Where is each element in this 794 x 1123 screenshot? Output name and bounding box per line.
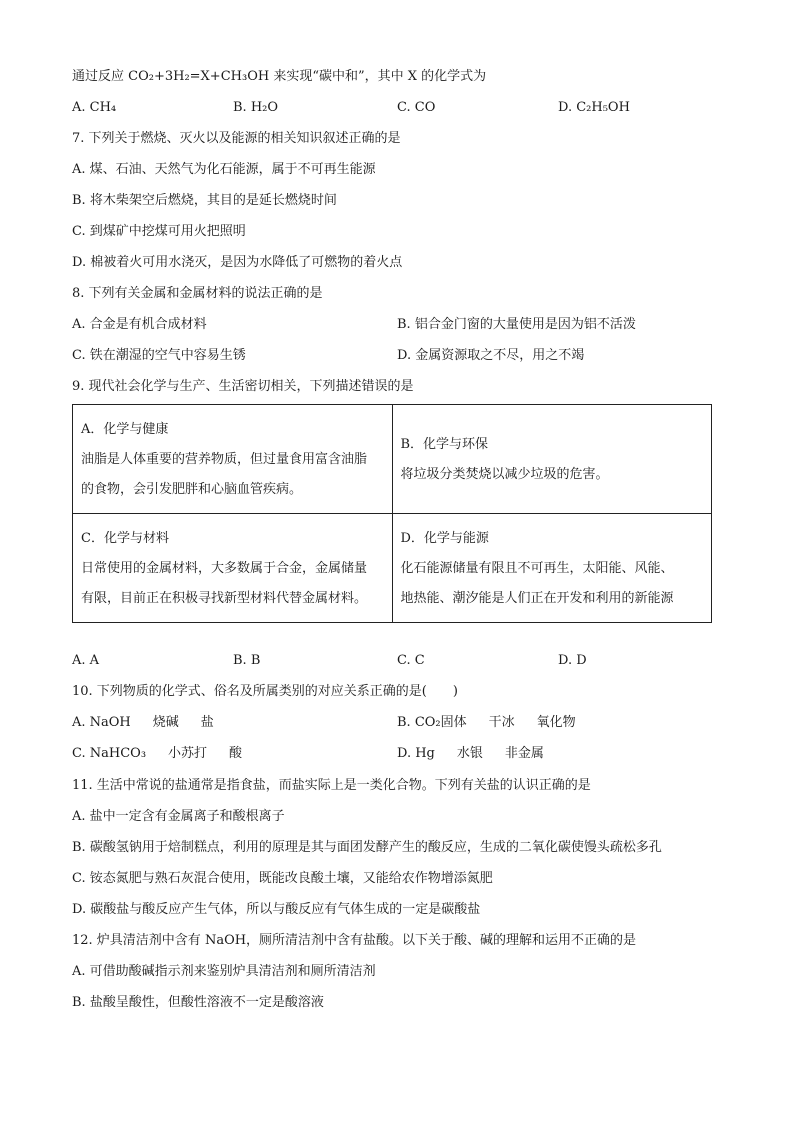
q6-option-a: A. CH₄ [72, 100, 117, 115]
q10-a-category: 盐 [200, 715, 214, 730]
question-10-stem: 10. 下列物质的化学式、俗名及所属类别的对应关系正确的是( ) [72, 684, 458, 699]
q7-option-d: D. 棉被着火可用水浇灭，是因为水降低了可燃物的着火点 [72, 255, 403, 270]
q10-c-common-name: 小苏打 [168, 746, 208, 761]
q9-cell-a-line-1: 油脂是人体重要的营养物质，但过量食用富含油脂 [81, 452, 368, 467]
q9-option-a: A. A [72, 653, 100, 668]
q8-option-b: B. 铝合金门窗的大量使用是因为铝不活泼 [397, 317, 636, 332]
q10-a-common-name: 烧碱 [152, 715, 179, 730]
q10-option-d [397, 744, 544, 764]
q9-cell-b-line-1: 将垃圾分类焚烧以减少垃圾的危害。 [400, 467, 609, 482]
question-9-stem: 9. 现代社会化学与生产、生活密切相关，下列描述错误的是 [72, 379, 414, 394]
q9-cell-d-line-2: 地热能、潮汐能是人们正在开发和利用的新能源 [400, 591, 674, 606]
q9-cell-b-title: B．化学与环保 [400, 437, 489, 452]
question-6-stem: 通过反应 CO₂+3H₂=X+CH₃OH 来实现“碳中和”，其中 X 的化学式为 [72, 69, 487, 84]
q9-cell-a-line-2: 的食物，会引发肥胖和心脑血管疾病。 [81, 482, 303, 497]
q6-option-c: C. CO [397, 100, 436, 115]
q10-option-a [72, 713, 214, 733]
q9-cell-c-title: C．化学与材料 [81, 531, 169, 546]
q9-cell-a [73, 405, 393, 514]
q9-option-c: C. C [397, 653, 425, 668]
q9-option-d: D. D [558, 653, 587, 668]
q8-option-c: C. 铁在潮湿的空气中容易生锈 [72, 348, 246, 363]
q11-option-d: D. 碳酸盐与酸反应产生气体，所以与酸反应有气体生成的一定是碳酸盐 [72, 902, 481, 917]
q11-option-c: C. 铵态氮肥与熟石灰混合使用，既能改良酸土壤，又能给农作物增添氮肥 [72, 871, 493, 886]
q10-option-c [72, 744, 242, 764]
question-8-stem: 8. 下列有关金属和金属材料的说法正确的是 [72, 286, 323, 301]
q10-b-formula: B. CO₂固体 [397, 715, 467, 730]
q9-cell-a-title: A．化学与健康 [81, 422, 169, 437]
q9-cell-d-line-1: 化石能源储量有限且不可再生，太阳能、风能、 [400, 561, 674, 576]
q11-option-b: B. 碳酸氢钠用于焙制糕点，利用的原理是其与面团发酵产生的酸反应，生成的二氧化碳使馒头疏松多孔 [72, 840, 662, 855]
q10-b-common-name: 干冰 [488, 715, 515, 730]
q10-d-category: 非金属 [504, 746, 544, 761]
q7-option-b: B. 将木柴架空后燃烧，其目的是延长燃烧时间 [72, 193, 337, 208]
q9-cell-c-line-1: 日常使用的金属材料，大多数属于合金，金属储量 [81, 561, 368, 576]
q10-d-formula: D. Hg [397, 746, 435, 761]
q7-option-a: A. 煤、石油、天然气为化石能源，属于不可再生能源 [72, 162, 376, 177]
q10-c-formula: C. NaHCO₃ [72, 746, 147, 761]
q9-statement-table [72, 404, 712, 623]
q9-cell-c [73, 514, 393, 623]
q6-option-d: D. C₂H₅OH [558, 100, 630, 115]
q9-cell-c-line-2: 有限，目前正在积极寻找新型材料代替金属材料。 [81, 591, 368, 606]
q9-option-b: B. B [233, 653, 261, 668]
question-11-stem: 11. 生活中常说的盐通常是指食盐，而盐实际上是一类化合物。下列有关盐的认识正确的是 [72, 778, 591, 793]
q6-option-b: B. H₂O [233, 100, 279, 115]
q10-option-b [397, 713, 576, 733]
question-12-stem: 12. 炉具清洁剂中含有 NaOH，厕所清洁剂中含有盐酸。以下关于酸、碱的理解和运用不正确的是 [72, 933, 637, 948]
q10-a-formula: A. NaOH [72, 715, 131, 730]
q12-option-b: B. 盐酸呈酸性，但酸性溶液不一定是酸溶液 [72, 995, 324, 1010]
q10-d-common-name: 水银 [456, 746, 483, 761]
q8-option-a: A. 合金是有机合成材料 [72, 317, 207, 332]
q9-cell-b [392, 405, 712, 514]
q11-option-a: A. 盐中一定含有金属离子和酸根离子 [72, 809, 285, 824]
q7-option-c: C. 到煤矿中挖煤可用火把照明 [72, 224, 246, 239]
q9-cell-d [392, 514, 712, 623]
question-7-stem: 7. 下列关于燃烧、灭火以及能源的相关知识叙述正确的是 [72, 131, 401, 146]
q9-cell-d-title: D．化学与能源 [400, 531, 489, 546]
q12-option-a: A. 可借助酸碱指示剂来鉴别炉具清洁剂和厕所清洁剂 [72, 964, 376, 979]
q8-option-d: D. 金属资源取之不尽，用之不竭 [397, 348, 585, 363]
q10-b-category: 氧化物 [536, 715, 576, 730]
q10-c-category: 酸 [229, 746, 243, 761]
